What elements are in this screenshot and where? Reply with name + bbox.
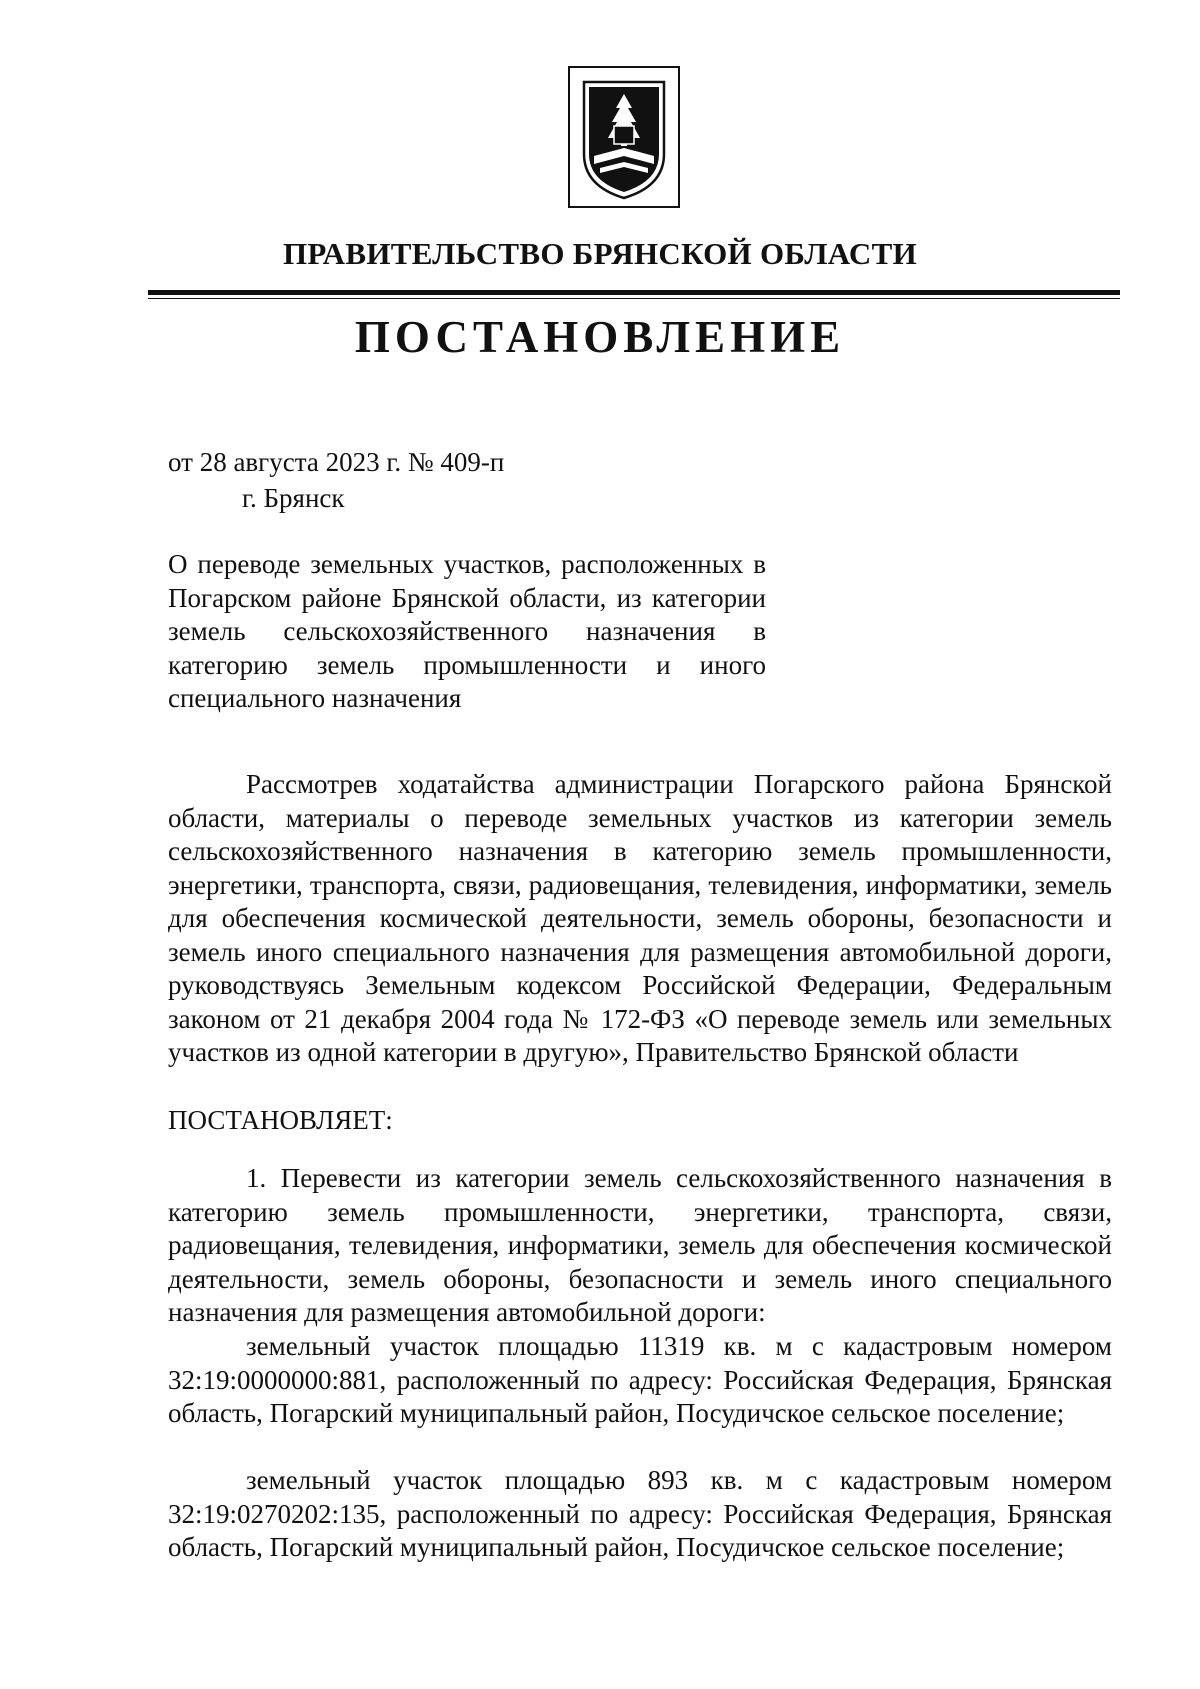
document-subject: О переводе земельных участков, расположенных в Погарском районе Брянской области, из категории земель сельскохозяйственного назначения в категорию земель промышленности и иного специального назначения xyxy=(168,549,766,713)
land-plot-item: земельный участок площадью 11319 кв. м с кадастровым номером 32:19:0000000:881, расположенный по адресу: Российская Федерация, Брянская область, Погарский муниципальный район, Посудичское сельское поселение; xyxy=(168,1331,1112,1428)
land-plot-item: земельный участок площадью 893 кв. м с кадастровым номером 32:19:0270202:135, расположенный по адресу: Российская Федерация, Брянская область, Погарский муниципальный район, Посудичское сельское поселение; xyxy=(168,1465,1112,1562)
document-type-title: ПОСТАНОВЛЕНИЕ xyxy=(354,312,846,362)
city-name: г. Брянск xyxy=(242,483,345,513)
decree-word: ПОСТАНОВЛЯЕТ: xyxy=(168,1105,393,1135)
item-1-paragraph: 1. Перевести из категории земель сельскохозяйственного назначения в категорию земель промышленности, энергетики, транспорта, связи, радиовещания, телевидения, информатики, земель для обеспечения космической деятельности, земель обороны, безопасности и земель иного специального назначения для размещения автомобильной дороги: xyxy=(168,1163,1112,1327)
date-and-number: от 28 августа 2023 г. № 409-п xyxy=(168,447,505,477)
header-divider-thin xyxy=(148,298,1120,299)
header-divider-thick xyxy=(148,290,1120,295)
intro-paragraph: Рассмотрев ходатайства администрации Погарского района Брянской области, материалы о переводе земельных участков из категории земель сельскохозяйственного назначения в категорию земель промышленности, энергетики, транспорта, связи, радиовещания, телевидения, информатики, земель для обеспечения космической деятельности, земель обороны, безопасности и земель иного специального назначения для размещения автомобильной дороги, руководствуясь Земельным кодексом Российской Федерации, Федеральным законом от 21 декабря 2004 года № 172-ФЗ «О переводе земель или земельных участков из одной категории в другую», Правительство Брянской области xyxy=(168,769,1112,1067)
coat-of-arms-icon xyxy=(570,68,678,206)
government-title: ПРАВИТЕЛЬСТВО БРЯНСКОЙ ОБЛАСТИ xyxy=(282,236,918,271)
emblem-frame xyxy=(568,66,680,208)
